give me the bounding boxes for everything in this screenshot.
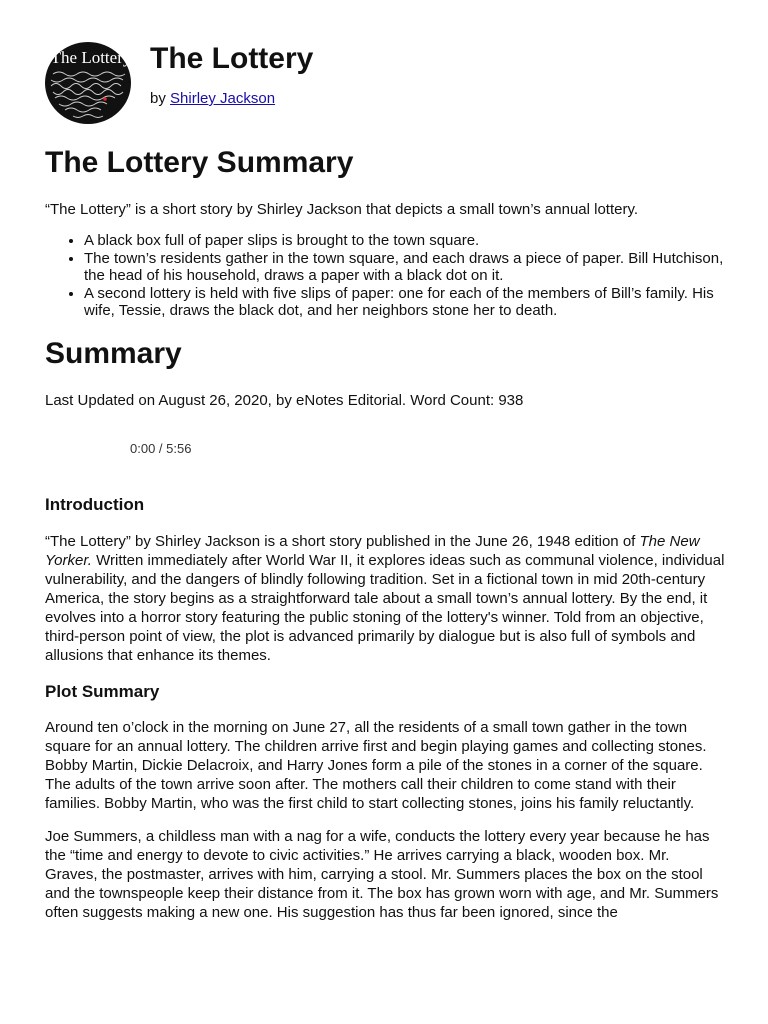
byline — [150, 89, 275, 109]
summary-heading: The Lottery Summary — [45, 146, 354, 179]
main-summary-heading: Summary — [45, 336, 182, 370]
by-label: by — [150, 90, 166, 107]
summary-intro: “The Lottery” is a short story by Shirley Jackson that depicts a small town’s annual lottery. — [45, 201, 639, 218]
plot-summary-heading: Plot Summary — [45, 681, 160, 701]
audio-time: 0:00 / 5:56 — [130, 440, 192, 456]
book-header — [45, 40, 725, 126]
plot-paragraph-2: Joe Summers, a childless man with a nag for a wife, conducts the lottery every year because he has the “time and energy to devote to civic activities.” He arrives carrying a black, wooden box. Mr. Graves, the postmaster, arrives with him, carrying a stool. Mr. Summers places the box on the stool and the townspeople keep their distance from it. The box has grown worn with age, and Mr. Summers often suggests making a new one. His suggestion has thus far been ignored, since the — [45, 827, 719, 921]
introduction-heading: Introduction — [45, 494, 145, 514]
summary-bullet: • The town’s residents gather in the town square, and each draws a piece of paper. Bill Hutchison, the head of his household, draws a paper with a black dot on it. — [84, 250, 725, 285]
summary-bullet: • A second lottery is held with five slips of paper: one for each of the members of Bill’s family. His wife, Tessie, draws the black dot, and her neighbors stone her to death. — [84, 285, 725, 320]
book-title: The Lottery — [150, 42, 314, 75]
cover-title-text: The Lottery — [50, 48, 131, 67]
intro-text-rest: Written immediately after World War II, it explores ideas such as communal violence, individual vulnerability, and the dangers of blindly following tradition. Set in a fictional town in mid 20th-century America, the story begins as a straightforward tale about a small town’s annual lottery. By the end, it evolves into a horror story featuring the public stoning of the lottery's winner. Told from an objective, third-person point of view, the plot is advanced primarily by dialogue but is also full of symbols and allusions that enhance its themes. — [45, 551, 725, 664]
plot-paragraph-1: Around ten o’clock in the morning on June 27, all the residents of a small town gather in the town square for an annual lottery. The children arrive first and begin playing games and collecting stones. Bobby Martin, Dickie Delacroix, and Harry Jones form a pile of the stones in a corner of the square. The adults of the town arrive soon after. The mothers call their children to come stand with their families. Bobby Martin, who was the first child to start collecting stones, joins his family reluctantly. — [45, 718, 707, 812]
article-content — [45, 140, 725, 922]
intro-text-start: “The Lottery” by Shirley Jackson is a short story published in the June 26, 1948 edition of — [45, 532, 640, 550]
publication-name: The New Yorker. — [45, 532, 700, 569]
book-cover-image[interactable] — [45, 42, 131, 124]
summary-bullet: • A black box full of paper slips is brought to the town square. — [84, 232, 725, 250]
author-link[interactable]: Shirley Jackson — [170, 90, 276, 107]
summary-bullet-list — [45, 232, 725, 320]
introduction-paragraph — [45, 532, 725, 665]
audio-player[interactable] — [45, 440, 725, 458]
last-updated-text: Last Updated on August 26, 2020, by eNotes Editorial. Word Count: 938 — [45, 391, 524, 409]
